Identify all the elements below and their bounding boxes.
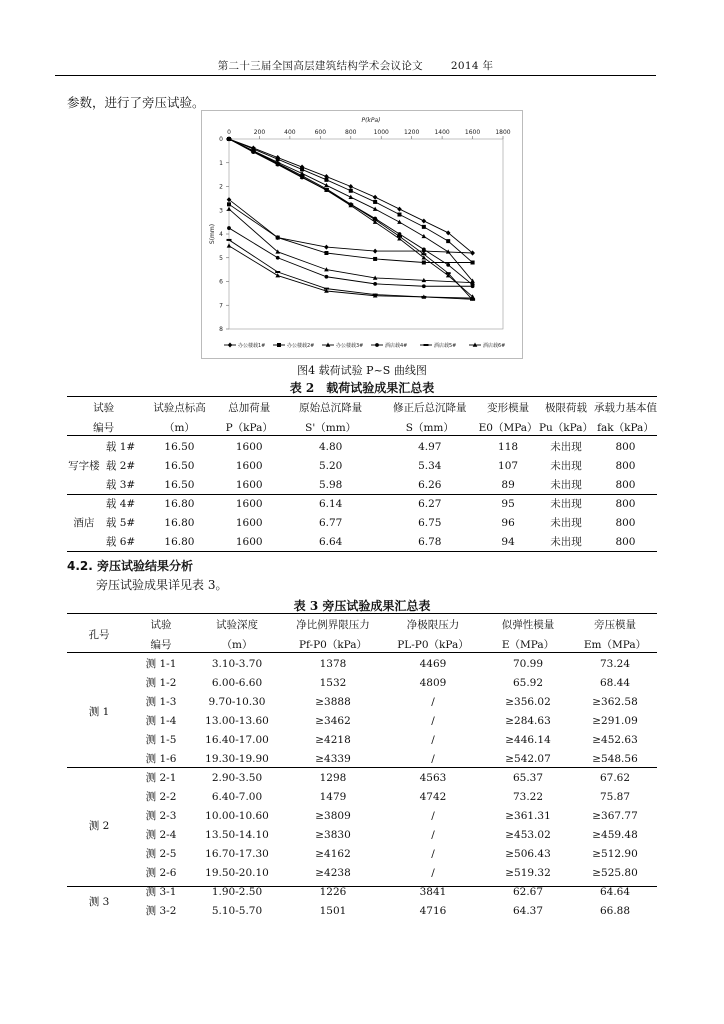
- table3-cell: ≥542.07: [505, 752, 551, 765]
- table3-row: [67, 863, 657, 882]
- table2-cell: 16.50: [164, 440, 195, 453]
- table3-cell: ≥3462: [315, 714, 351, 727]
- table2-cell: 5.34: [418, 459, 442, 472]
- table2-cell: 94: [501, 535, 515, 548]
- data-point: [422, 218, 427, 223]
- table3-cell: 测 2-6: [145, 867, 177, 879]
- table3-cell: ≥459.48: [592, 828, 638, 841]
- table2-header-cell: E0（MPa）: [478, 421, 538, 434]
- table2-cell: 载 1#: [105, 441, 136, 453]
- data-point: [375, 343, 379, 347]
- table2-cell: 未出现: [550, 479, 582, 491]
- table3-cell: 75.87: [599, 790, 631, 803]
- y-tick-label: 5: [219, 254, 223, 262]
- table3-cell: ≥367.77: [592, 809, 638, 822]
- legend-label: 酒店载4#: [385, 343, 408, 349]
- table2-cell: 89: [501, 478, 515, 491]
- table3-cell: 13.00-13.60: [205, 714, 269, 727]
- table2-group-label: 酒店: [73, 517, 95, 529]
- table2-cell: 6.26: [418, 478, 442, 491]
- table3-cell: 62.67: [512, 885, 544, 898]
- table2-cell: 1600: [235, 440, 263, 453]
- table2-title: 表 2 载荷试验成果汇总表: [289, 381, 435, 395]
- section-paragraph: 旁压试验成果详见表 3。: [96, 578, 228, 592]
- figure-caption: 图4 载荷试验 P~S 曲线图: [297, 364, 427, 377]
- table2-cell: 800: [615, 440, 636, 453]
- table3-row: [67, 768, 657, 787]
- table3-cell: 5.10-5.70: [211, 904, 263, 917]
- table2-cell: 800: [615, 497, 636, 510]
- table3-cell: ≥506.43: [505, 847, 551, 860]
- data-point: [397, 207, 402, 212]
- table2-header-cell: Pu（kPa）: [538, 421, 593, 434]
- table2-cell: 16.50: [164, 478, 195, 491]
- table2-cell: 16.80: [164, 516, 195, 529]
- x-tick-label: 400: [284, 129, 296, 136]
- table2-header-cell: 修正后总沉降量: [393, 401, 467, 414]
- table2-cell: 载 6#: [105, 536, 136, 548]
- table3-cell: 68.44: [599, 676, 631, 689]
- x-tick-label: 1400: [434, 129, 450, 136]
- ps-curve-chart: [201, 110, 523, 359]
- legend-label: 酒店载6#: [483, 343, 506, 349]
- table2-header-cell: S'（mm）: [305, 421, 357, 434]
- x-tick-label: 1000: [373, 129, 389, 136]
- table3-group-label: 测 3: [88, 895, 110, 908]
- table3-row: [67, 806, 657, 825]
- data-point: [422, 234, 427, 238]
- y-tick-label: 1: [219, 159, 223, 167]
- table3-cell: 测 1-1: [145, 658, 177, 670]
- table3-cell: 测 2-3: [145, 810, 177, 822]
- table3-row: [67, 692, 657, 711]
- table2-cell: 800: [615, 516, 636, 529]
- table2-row: [67, 532, 657, 551]
- data-point: [471, 261, 475, 265]
- table3-cell: 1.90-2.50: [211, 885, 263, 898]
- table3-header-cell: PL-P0（kPa）: [397, 638, 469, 651]
- data-point: [348, 184, 353, 189]
- table2-cell: 16.80: [164, 497, 195, 510]
- table2-cell: 6.77: [318, 516, 343, 529]
- table2-cell: 未出现: [550, 460, 582, 472]
- x-tick-label: 600: [314, 129, 327, 136]
- data-point: [228, 343, 233, 348]
- table3-cell: ≥525.80: [592, 866, 638, 879]
- table2-cell: 800: [615, 459, 636, 472]
- x-tick-label: 1800: [495, 129, 511, 136]
- table3-cell: ≥4238: [315, 866, 351, 879]
- table2-header-cell: 编号: [93, 421, 115, 434]
- table3: [67, 614, 657, 920]
- section-heading: 4.2. 旁压试验结果分析: [67, 559, 193, 573]
- y-tick-label: 2: [219, 183, 223, 191]
- table2-header-cell: 变形模量: [487, 401, 530, 414]
- data-point: [324, 178, 328, 182]
- table2-cell: 载 2#: [105, 460, 136, 472]
- table2-bottom-rule: [67, 551, 657, 552]
- table3-cell: ≥4218: [315, 733, 351, 746]
- data-point: [397, 213, 401, 217]
- table2-cell: 107: [498, 459, 519, 472]
- data-point: [422, 284, 426, 288]
- table2-cell: 4.80: [318, 440, 343, 453]
- table2-cell: 1600: [235, 459, 263, 472]
- table2-header-cell: 原始总沉降量: [299, 401, 363, 414]
- table3-cell: 4469: [419, 657, 447, 670]
- table2-header-cell: （m）: [163, 421, 195, 434]
- table3-cell: 测 2-5: [145, 848, 177, 860]
- table3-row: [67, 673, 657, 692]
- table3-cell: 3841: [419, 885, 447, 898]
- table2-cell: 载 4#: [105, 498, 136, 510]
- table2-row: [67, 494, 657, 513]
- table3-cell: 73.22: [512, 790, 544, 803]
- data-point: [373, 195, 378, 200]
- data-point: [275, 273, 280, 277]
- table3-cell: 65.37: [512, 771, 544, 784]
- data-point: [325, 275, 329, 279]
- data-point: [324, 251, 328, 255]
- table3-cell: 测 3-1: [145, 886, 177, 898]
- table2-cell: 未出现: [550, 517, 582, 529]
- table3-cell: ≥4162: [315, 847, 351, 860]
- table3-cell: 19.30-19.90: [205, 752, 269, 765]
- data-point: [446, 263, 450, 267]
- table2-header-cell: P（kPa）: [225, 421, 273, 434]
- series-line: [229, 139, 473, 283]
- y-tick-label: 7: [219, 302, 223, 310]
- table3-cell: 4716: [419, 904, 447, 917]
- table3-cell: 测 2-1: [145, 772, 177, 784]
- table3-cell: 测 2-4: [145, 829, 177, 841]
- chart-svg: [202, 111, 522, 358]
- legend-label: 办公楼载1#: [238, 343, 266, 349]
- table3-cell: 10.00-10.60: [205, 809, 269, 822]
- table3-cell: 1378: [319, 657, 347, 670]
- table3-cell: ≥452.63: [592, 733, 638, 746]
- data-point: [227, 207, 232, 211]
- x-axis-label: P(kPa): [361, 117, 381, 124]
- table2-cell: 6.27: [418, 497, 442, 510]
- table3-cell: 4809: [419, 676, 447, 689]
- table2-cell: 16.50: [164, 459, 195, 472]
- table3-header-cell: E（MPa）: [501, 638, 555, 651]
- y-tick-label: 3: [219, 207, 223, 215]
- table2-cell: 96: [501, 516, 515, 529]
- data-point: [373, 200, 377, 204]
- table3-cell: 测 1-4: [145, 715, 177, 727]
- table3-header-cell: Pf-P0（kPa）: [298, 638, 368, 651]
- table2-cell: 6.64: [318, 535, 343, 548]
- table2-cell: 118: [498, 440, 519, 453]
- table3-cell: 19.50-20.10: [205, 866, 269, 879]
- data-point: [422, 261, 426, 265]
- table3-header-cell: 净比例界限压力: [296, 618, 370, 631]
- y-tick-label: 8: [219, 326, 223, 333]
- table2-header-row-1: [67, 397, 657, 417]
- table2-cell: 6.78: [418, 535, 442, 548]
- data-point: [373, 282, 377, 286]
- table3-row: [67, 825, 657, 844]
- table3-cell: ≥548.56: [592, 752, 638, 765]
- table3-cell: 测 3-2: [145, 905, 177, 917]
- x-tick-label: 1600: [464, 129, 481, 136]
- table3-cell: 9.70-10.30: [208, 695, 266, 708]
- table2-row: [67, 475, 657, 494]
- table3-cell: 66.88: [599, 904, 631, 917]
- data-point: [227, 239, 232, 241]
- data-point: [471, 284, 475, 288]
- table3-cell: 测 1-3: [145, 696, 177, 708]
- table2-cell: 800: [615, 478, 636, 491]
- table3-cell: 13.50-14.10: [205, 828, 269, 841]
- table3-row: [67, 730, 657, 749]
- data-point: [227, 202, 231, 206]
- table3-cell: /: [431, 866, 435, 879]
- table2-cell: 未出现: [550, 536, 582, 548]
- table3-cell: 测 1-5: [145, 734, 177, 746]
- table2-row: [67, 437, 657, 456]
- table3-row: [67, 901, 657, 920]
- data-point: [277, 343, 281, 347]
- table2-cell: 95: [501, 497, 515, 510]
- table3-header-cell: 似弹性模量: [501, 618, 555, 631]
- table3-cell: 16.40-17.00: [205, 733, 269, 746]
- table3-header-cell: 净极限压力: [406, 618, 460, 631]
- data-point: [275, 271, 280, 273]
- table3-cell: /: [431, 714, 435, 727]
- table2-header-cell: 试验点标高: [153, 401, 206, 414]
- series-line: [229, 139, 473, 298]
- table3-cell: ≥362.58: [592, 695, 638, 708]
- data-point: [446, 249, 451, 253]
- table3-cell: 1479: [319, 790, 347, 803]
- table3-header-cell: 孔号: [88, 628, 110, 641]
- data-point: [300, 167, 304, 171]
- table3-cell: 6.40-7.00: [211, 790, 263, 803]
- data-point: [227, 226, 231, 230]
- table3-cell: ≥291.09: [592, 714, 638, 727]
- table3-row: [67, 787, 657, 806]
- table3-cell: ≥4339: [315, 752, 351, 765]
- table2-cell: 16.80: [164, 535, 195, 548]
- table3-cell: 4563: [419, 771, 447, 784]
- table3-header-cell: 旁压模量: [594, 618, 636, 631]
- table3-cell: ≥519.32: [505, 866, 551, 879]
- table3-cell: ≥284.63: [505, 714, 551, 727]
- legend-label: 酒店载5#: [434, 343, 457, 349]
- legend-label: 办公楼载3#: [336, 343, 364, 349]
- table3-group-label: 测 1: [88, 705, 110, 718]
- table3-cell: 1298: [319, 771, 347, 784]
- table3-cell: 64.64: [599, 885, 631, 898]
- table3-cell: 1226: [319, 885, 347, 898]
- table3-cell: 6.00-6.60: [211, 676, 263, 689]
- table3-cell: 73.24: [599, 657, 631, 670]
- data-point: [422, 248, 426, 252]
- y-tick-label: 0: [219, 136, 223, 143]
- x-tick-label: 0: [227, 129, 231, 136]
- data-point: [373, 257, 377, 261]
- data-point: [349, 189, 353, 193]
- data-point: [324, 245, 329, 250]
- table3-cell: 测 2-2: [145, 791, 177, 803]
- table2-header-cell: 总加荷量: [228, 401, 271, 414]
- table3-header-cell: Em（MPa）: [583, 638, 647, 651]
- intro-paragraph: 参数，进行了旁压试验。: [67, 95, 205, 110]
- table3-cell: /: [431, 752, 435, 765]
- table3-cell: 16.70-17.30: [205, 847, 269, 860]
- data-point: [397, 220, 402, 224]
- data-point: [227, 243, 232, 247]
- table3-row: [67, 749, 657, 768]
- table2-header-cell: 极限荷载: [544, 401, 587, 414]
- header-year: 2014 年: [450, 60, 494, 72]
- data-point: [276, 236, 280, 240]
- table3-row: [67, 882, 657, 901]
- table3-cell: 70.99: [512, 657, 544, 670]
- x-tick-label: 1200: [404, 129, 420, 136]
- table3-cell: 4742: [419, 790, 447, 803]
- table3-header-cell: 试验: [150, 618, 172, 631]
- table3-header-cell: 试验深度: [216, 618, 258, 631]
- table2-cell: 800: [615, 535, 636, 548]
- table3-cell: ≥446.14: [505, 733, 551, 746]
- table3-row: [67, 844, 657, 863]
- legend-label: 办公楼载2#: [287, 343, 315, 349]
- table3-cell: ≥3888: [315, 695, 351, 708]
- table2-cell: 5.20: [318, 459, 343, 472]
- data-point: [276, 256, 280, 260]
- table3-row: [67, 654, 657, 673]
- table3-cell: ≥512.90: [592, 847, 638, 860]
- table2-group-label: 写字楼: [68, 460, 100, 472]
- table3-cell: /: [431, 733, 435, 746]
- table2-header-cell: S（mm）: [405, 421, 454, 434]
- data-point: [421, 253, 426, 255]
- table2-cell: 载 3#: [105, 479, 136, 491]
- table3-cell: 测 1-6: [145, 753, 177, 765]
- table3-cell: 67.62: [599, 771, 631, 784]
- table3-cell: ≥361.31: [505, 809, 551, 822]
- table2-row: [67, 456, 657, 475]
- table3-cell: /: [431, 847, 435, 860]
- table3-row: [67, 711, 657, 730]
- table2-cell: 4.97: [418, 440, 442, 453]
- table3-cell: ≥356.02: [505, 695, 551, 708]
- table2-header-cell: 承载力基本值: [593, 401, 657, 414]
- table3-cell: 1501: [319, 904, 347, 917]
- running-header: [55, 58, 656, 76]
- table2-cell: 1600: [235, 478, 263, 491]
- table3-cell: 1532: [319, 676, 347, 689]
- table2: [67, 397, 657, 551]
- y-tick-label: 4: [219, 231, 223, 238]
- table3-cell: ≥3809: [315, 809, 351, 822]
- table3-header-cell: 编号: [150, 638, 172, 651]
- table2-cell: 1600: [235, 497, 263, 510]
- data-point: [446, 239, 450, 243]
- table2-cell: 未出现: [550, 498, 582, 510]
- table3-header-row-2: [67, 634, 657, 654]
- table3-header-row-1: [67, 614, 657, 634]
- table2-cell: 1600: [235, 516, 263, 529]
- x-tick-label: 200: [253, 129, 266, 136]
- data-point: [422, 225, 426, 229]
- table3-title: 表 3 旁压试验成果汇总表: [293, 599, 431, 613]
- series-line: [229, 139, 473, 300]
- table3-cell: /: [431, 695, 435, 708]
- table3-cell: ≥453.02: [505, 828, 551, 841]
- table3-cell: 65.92: [512, 676, 544, 689]
- table2-cell: 6.75: [418, 516, 442, 529]
- conference-title: 第二十三届全国高层建筑结构学术会议论文: [217, 60, 423, 72]
- x-tick-label: 800: [345, 129, 357, 136]
- table3-cell: /: [431, 809, 435, 822]
- table3-cell: 3.10-3.70: [211, 657, 263, 670]
- table3-cell: 测 1-2: [145, 677, 177, 689]
- data-point: [373, 249, 378, 254]
- table2-row: [67, 513, 657, 532]
- table2-cell: 5.98: [318, 478, 343, 491]
- table3-cell: 64.37: [512, 904, 544, 917]
- table2-header-cell: 试验: [93, 401, 115, 414]
- table2-header-row-2: [67, 417, 657, 437]
- table3-cell: ≥3830: [315, 828, 351, 841]
- table3-header-cell: （m）: [221, 638, 253, 651]
- y-tick-label: 6: [219, 278, 223, 286]
- data-point: [424, 344, 429, 346]
- table2-cell: 未出现: [550, 441, 582, 453]
- table2-header-cell: fak（kPa）: [597, 421, 654, 434]
- plot-frame: [229, 139, 503, 329]
- table2-cell: 6.14: [318, 497, 343, 510]
- table2-cell: 1600: [235, 535, 263, 548]
- table2-cell: 载 5#: [105, 517, 136, 529]
- y-axis-label: S(mm): [209, 223, 216, 245]
- table3-group-label: 测 2: [88, 819, 110, 832]
- table3-cell: /: [431, 828, 435, 841]
- table3-cell: 2.90-3.50: [211, 771, 263, 784]
